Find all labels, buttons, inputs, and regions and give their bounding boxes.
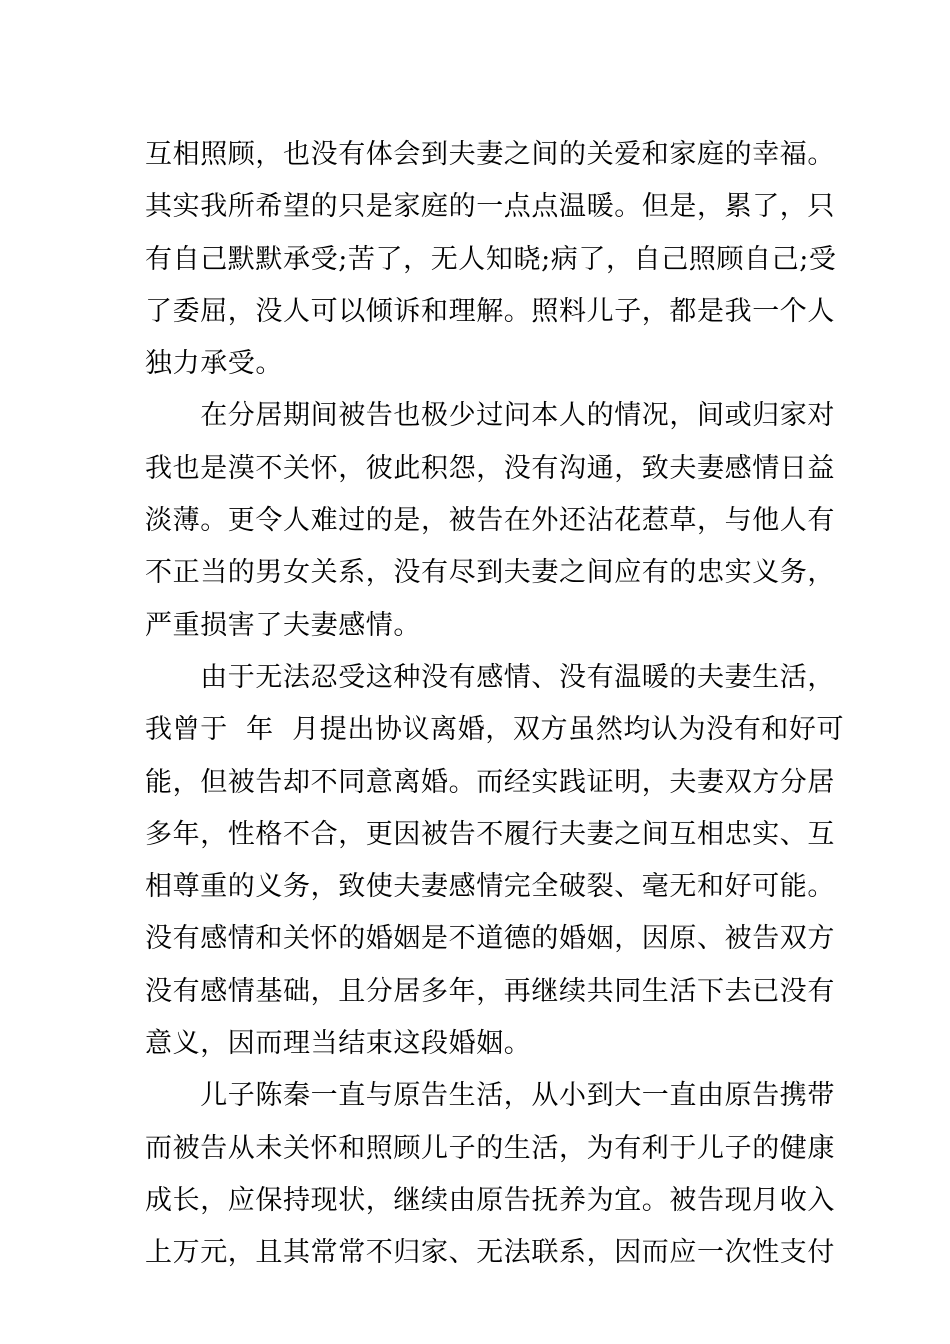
text-line: 成长，应保持现状，继续由原告抚养为宜。被告现月收入 xyxy=(145,1184,835,1216)
text-line: 有自己默默承受;苦了，无人知晓;病了，自己照顾自己;受 xyxy=(145,243,837,275)
text-line: 严重损害了夫妻感情。 xyxy=(145,609,421,641)
text-line: 独力承受。 xyxy=(145,348,283,380)
text-line: 互相照顾，也没有体会到夫妻之间的关爱和家庭的幸福。 xyxy=(145,139,835,170)
text-line: 而被告从未关怀和照顾儿子的生活，为有利于儿子的健康 xyxy=(145,1132,835,1164)
text-line: 我曾于 年 月提出协议离婚，双方虽然均认为没有和好可 xyxy=(145,714,845,746)
text-line: 在分居期间被告也极少过问本人的情况，间或归家对 xyxy=(145,400,835,432)
document-body xyxy=(145,129,845,1280)
text-line: 我也是漠不关怀，彼此积怨，没有沟通，致夫妻感情日益 xyxy=(145,452,835,484)
text-line: 不正当的男女关系，没有尽到夫妻之间应有的忠实义务， xyxy=(145,557,835,589)
text-line: 没有感情和关怀的婚姻是不道德的婚姻，因原、被告双方 xyxy=(145,923,835,955)
text-line: 多年，性格不合，更因被告不履行夫妻之间互相忠实、互 xyxy=(145,818,835,850)
text-line: 上万元，且其常常不归家、无法联系，因而应一次性支付 xyxy=(145,1237,835,1269)
text-line: 由于无法忍受这种没有感情、没有温暖的夫妻生活， xyxy=(145,661,835,693)
text-line: 其实我所希望的只是家庭的一点点温暖。但是，累了，只 xyxy=(145,191,835,223)
text-line: 没有感情基础，且分居多年，再继续共同生活下去已没有 xyxy=(145,975,835,1007)
text-line: 意义，因而理当结束这段婚姻。 xyxy=(145,1028,532,1060)
text-line: 了委屈，没人可以倾诉和理解。照料儿子，都是我一个人 xyxy=(145,295,835,327)
text-line: 能，但被告却不同意离婚。而经实践证明，夫妻双方分居 xyxy=(145,766,835,798)
text-line: 淡薄。更令人难过的是，被告在外还沾花惹草，与他人有 xyxy=(145,505,835,537)
text-line: 相尊重的义务，致使夫妻感情完全破裂、毫无和好可能。 xyxy=(145,871,835,903)
text-line: 儿子陈秦一直与原告生活，从小到大一直由原告携带 xyxy=(145,1080,835,1112)
